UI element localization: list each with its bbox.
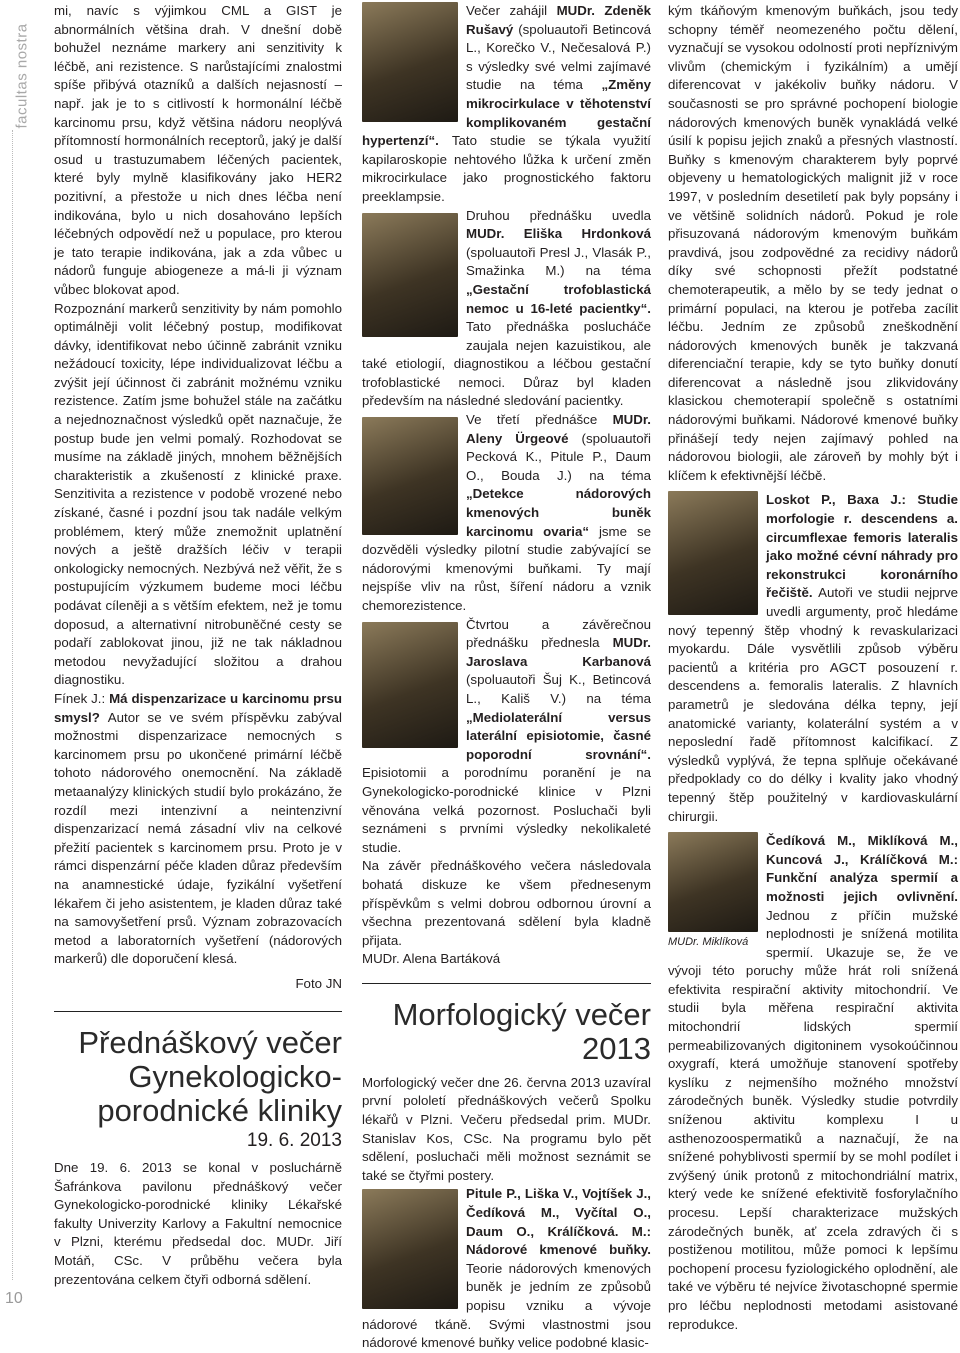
abstract-pitule (362, 1185, 651, 1352)
text: Druhou přednášku uvedla (466, 207, 651, 223)
lecture-title: „Detekce nádorových kmenových buněk karcinomu ovaria“ (466, 486, 651, 539)
speaker-photo (668, 832, 758, 932)
column-2 (362, 2, 651, 1353)
abstract-title: Má dispenzarizace u karcinomu prsu smysl? (54, 690, 342, 725)
column-3 (668, 2, 958, 1334)
authors: Loskot P., Baxa J.: (766, 492, 918, 508)
speaker-photo (362, 2, 458, 122)
article-karbanova (362, 616, 651, 858)
paragraph: Morfologický večer dne 26. června 2013 uzavíral první pololetí přednáškových večerů Spolku lékařů v Plzni. Večeru předsedal prim. MUDr. Stanislav Kos, CSc. Na programu bylo pět sdělení, posluchači měli možnost seznámit se také se čtyřmi postery. (362, 1074, 651, 1183)
text: Episiotomii a porodnímu poranění je na Gynekologicko-porodnické klinice v Plzni věnována velká pozornost. Posluchači byli seznámeni s prvními výsledky nekolikaleté studie. (362, 765, 651, 855)
paragraph: Na závěr přednáškového večera následovala bohatá diskuze ke všem přednesenym příspěvkům s velmi dobrou odbornou úrovní a všechna prezentovaná sdělení byla kladně přijata. (362, 858, 651, 948)
abstract-text: Autor se ve svém příspěvku zabýval možnostmi dispenzarizace nemocných s karcinomem prsu po ukončené primární léčbě tohoto nádorového onemocnění. Na základě metaanalýzy klinických studií bylo prokázáno, že rozdíl mezi intenzivní a neintenzivní dispenzarizací nemá zásadní vliv na celkové přežití pacientek s karcinomem prsu. Proto je v rámci dispenzární péče kladen důraz především na anamnestické údaje, fyzikální vyšetření lékařem či jeho asistentem, je kladen důraz také na samovyšetření prsů. Význam zobrazovacích metod a laboratorních vyšetření (nádorových markerů) dle doporučení klesá. (54, 709, 342, 967)
section-rule (362, 983, 651, 984)
paragraph: Rozpoznání markerů senzitivity by nám pomohlo optimálněji volit léčebný postup, modifikovat dávky, identifikovat nebo účinně zabránit vzniku nežádoucí toxicity, lépe individualizovat léčbu a zvýšit její účinnost či zabránit možnému vzniku rezistence. Zatím jsme bohužel stále na začátku a nejednoznačnost výsledků opět naznačuje, že postup bude jen velmi pomalý. Rozhodovat se musíme na základě jiných, mnohem běžnějších charakteristik a zkušeností z klinické praxe. Senzitivita a rezistence v podobě vrozené nebo získané, časné i pozdní jsou tak nadále velkým problémem, který může znemožnit uplatnění nových a ještě dražších léčiv v terapii onkologicky nemocných. Nezbývá než věřit, že s postupujícím výzkumem budeme moci léčbu podávat cíleněji a s větším efektem, než je tomu doposud, a alternativní nitrobuněčné cesty se podaří zablokovat jinou, již ne tak nákladnou metodou nevyžadující složitou a drahou diagnostiku. (54, 300, 342, 688)
text: Večer zahájil (466, 3, 557, 18)
section-rule (54, 1011, 342, 1012)
article-hrdonkova (362, 207, 651, 412)
text: Tato přednáška poslucháče zaujala nejen kazuistikou, ale také etiologií, diagnostikou a léčbou gestační trofoblastické nemoci. Důraz byl kladen především na následné sledování pacientky. (362, 319, 651, 409)
section-date: 19. 6. 2013 (246, 1130, 342, 1152)
section-title: Morfologický večer 2013 (392, 996, 651, 1066)
abstract-fynek (54, 690, 342, 969)
text: Tato studie se týkala využití kapilaroskopie nehtového lůžka k určení změn mikrocirkulace jako prognostického faktoru preeklampsie. (362, 133, 651, 204)
lecture-title: „Změny mikrocirkulace v těhotenství komplikovaném gestační hypertenzí“. (362, 77, 651, 149)
photo-credit: Foto JN (295, 975, 342, 991)
abstract-text: Teorie nádorových kmenových buněk je jedním ze způsobů popisu vzniku a vývoje nádorové tkáně. Svými vlastnostmi jsou nádorové kmenové buňky velice podobné klasic- (362, 1260, 651, 1351)
paragraph: kým tkáňovým kmenovým buňkách, jsou tedy schopny téměř neomezeného počtu dělení, vyznačují se vysokou odolností proti nepříznivým vlivům (chemickým i fyzikálním) a umějí diferencovat v jakékoliv buňky nádoru. V současnosti se pro správné pochopení biologie nádorových kmenových buněk vynakládá velké úsilí k popisu jejich znaků a přesných vlastností. Buňky s kmenovým charakterem byly poprvé objeveny u hematologických malignit již v roce 1997, v posledním desetiletí pak byly popsány i ve většině solidních nádorů. Pokud je role přisuzovaná nádorovým kmenovým buňkám pravdivá, jsou zodpovědné za recidivy nádorů díky své schopnosti přežít podstatné chemoterapeutik, a mělo by se tedy jednat o primární populaci, na kterou je potřeba zacílit léčbu. Jedním ze způsobů zneškodnění nádorových kmenových buněk je takzvaná diferenciační terapie, kdy se tyto buňky donutí diferencovat a následně jsou zlikvidovány klasickou chemoterapií společně s ostatními nádorovými buňkami. Nádorové kmenové buňky přinášejí tedy nejen zajímavý pohled na nádorovou biologii, ale zároveň by mohly být i klíčem k efektivnější léčbě. (668, 3, 958, 483)
text: Čtvrtou a závěrečnou přednášku přednesla (466, 616, 651, 651)
text: (spoluautoři Betincová L., Korečko V., Nečesalová P.) s výsledky své velmi zajímavé studie na téma (466, 21, 651, 93)
text: (spoluautoři Pecková K., Pitule P., Daum O., Bouda J.) na téma (466, 430, 651, 483)
text: (spoluautoři Šuj K., Betincová L., Kališ V.) na téma (466, 672, 651, 706)
column-1 (54, 2, 342, 1289)
abstract-text: Autoři ve studii nejprve uvedli argumenty, proč hledáme nový tepenný štěp vhodný k revaskularizaci myokardu. Dále vysvětlili způsob výběru pacientů a kritéria pro AGCT posouzení r. descendens a. femoralis lateralis. Z hlavních parametrů je sledována délka tepny, její anatomické varianty, kolaterální systém a v neposlední řadě přítomnost kalcifikací. Z výsledků vyplývá, že tepna splňuje očekávané předpoklady co do délky i kvality jako vhodný tepenný štěp použitelný v kardiovaskulární chirurgii. (668, 585, 958, 824)
paragraph: Dne 19. 6. 2013 se konal v posluchárně Šafránkova pavilonu přednáškový večer Gynekologicko-porodnické kliniky Lékařské fakulty Univerzity Karlovy a Fakultní nemocnice v Plzni, kterému předsedal doc. MUDr. Jiří Motáň, CSc. V průběhu večera byla prezentována celkem čtyři odborná sdělení. (54, 1160, 342, 1287)
abstract-cedikova (668, 832, 958, 1334)
text: Ve třetí přednášce (466, 412, 613, 428)
authors: Pitule P., Liška V., Vojtíšek J., Čedíková M., Vyčítal O., Daum O., Králíčková. M.: (466, 1186, 651, 1239)
speaker-photo (668, 491, 758, 615)
speaker-name: MUDr. Aleny Ürgeové (466, 412, 651, 446)
abstract-text: Jednou z příčin mužské neplodnosti je snížená motilita spermií. Ukazuje se, že ve vývoji této poruchy může hrát roli snížená efektivita respirační aktivity mitochondrií. Ve studii byla měřena respirační aktivita mitochondrií lidských spermií permeabilizovaných digitoninem vysokoúčinnou oxygrafí, která umožňuje stanovení spotřeby kyslíku z nejmenšího možného množství zárodečných buněk. Výsledky studie potvrdily sníženou aktivitu komplexu I u asthenozoospermatiků a naznačují, že na snížené pohyblivosti spermií by se mohl podílet i zvýšený únik protonů z mitochondriální matrix, který vede ke snížené efektivitě fosforylačního procesu. Lepší charakterizace mužských zárodečných buněk, ať zcela zdravých či s postiženou motilitou, může pomoci k lepšímu pochopení procesu fyziologického oplodnění, ale také ve výběru té nejvíce životaschopné spermie pro léčbu neplodnosti metodami asistované reprodukce. (668, 907, 958, 1332)
signature: MUDr. Alena Bartáková (362, 951, 501, 967)
photo-caption: MUDr. Miklíková (668, 936, 749, 949)
sidebar-rule (12, 130, 13, 1280)
author: Fínek J.: (54, 690, 110, 706)
abstract-title: Funkční analýza spermií a možnosti jejich ovlivnění. (766, 870, 958, 904)
speaker-photo (362, 622, 458, 748)
paragraph: mi, navíc s výjimkou CML a GIST je abnormálních většina drah. V dnešní době bohužel neznáme markery ani senzitivity k léčbě, ani rezistence. S narůstajícími znalostmi spíše přibývá otazníků a dalších nejasností – např. jak je to s citlivostí k hormonální léčbě karcinomu prsu, když většina nádoru neoplývá přítomností hormonálních receptorů, jaký je další osud u trastuzumabem léčených pacientek, které byly mylně klasifikovány jako HER2 pozitivní, a přestože u nich dnes léčba není indikována, bylo u nich dosahováno lepších léčebných odpovědí než u populace, pro kterou je tato terapie indikována, jak a zda vůbec u nádorů funguje abiogeneze a má-li ji význam vůbec blokovat apod. (54, 3, 342, 297)
lecture-title: „Gestační trofoblastická nemoc u 16-leté pacientky“. (466, 281, 651, 316)
abstract-title: Studie morfologie r. descendens a. circumflexae femoris lateralis jako možné cévní náhrady pro rekonstrukci koronárního řečiště. (766, 492, 958, 601)
speaker-photo (362, 213, 458, 337)
abstract-loskot (668, 491, 958, 826)
speaker-photo (362, 1189, 458, 1309)
text: (spoluautoři Presl J., Vlasák P., Smažinka M.) na téma (466, 244, 651, 279)
authors: Čedíková M., Miklíková M., Kuncová J., Králíčková M.: (766, 833, 958, 867)
section-title: Přednáškový večer Gynekologicko-porodnické kliniky (78, 1025, 342, 1129)
abstract-title: Nádorové kmenové buňky. (466, 1242, 651, 1258)
speaker-name: MUDr. Jaroslava Karbanová (466, 635, 651, 669)
photo-with-caption (668, 832, 758, 952)
lecture-title: „Mediolaterální versus laterální episiotomie, časné poporodní srovnání“. (466, 709, 651, 762)
article-urgeova (362, 411, 651, 616)
sidebar (0, 0, 31, 1315)
text: jsme se dozvěděli výsledky pilotní studie zabývající se nádorovými kmenovými buňkami. Ty mají nejspíše vliv na růst, šíření nádoru a vznik chemorezistence. (362, 523, 651, 613)
speaker-name: MUDr. Eliška Hrdonková (466, 226, 651, 242)
magazine-title: facultas nostra (13, 23, 31, 129)
speaker-name: MUDr. Zdeněk Rušavý (466, 3, 651, 37)
page-number: 10 (5, 1290, 23, 1307)
article-rusavy (362, 2, 651, 207)
speaker-photo (362, 417, 458, 535)
